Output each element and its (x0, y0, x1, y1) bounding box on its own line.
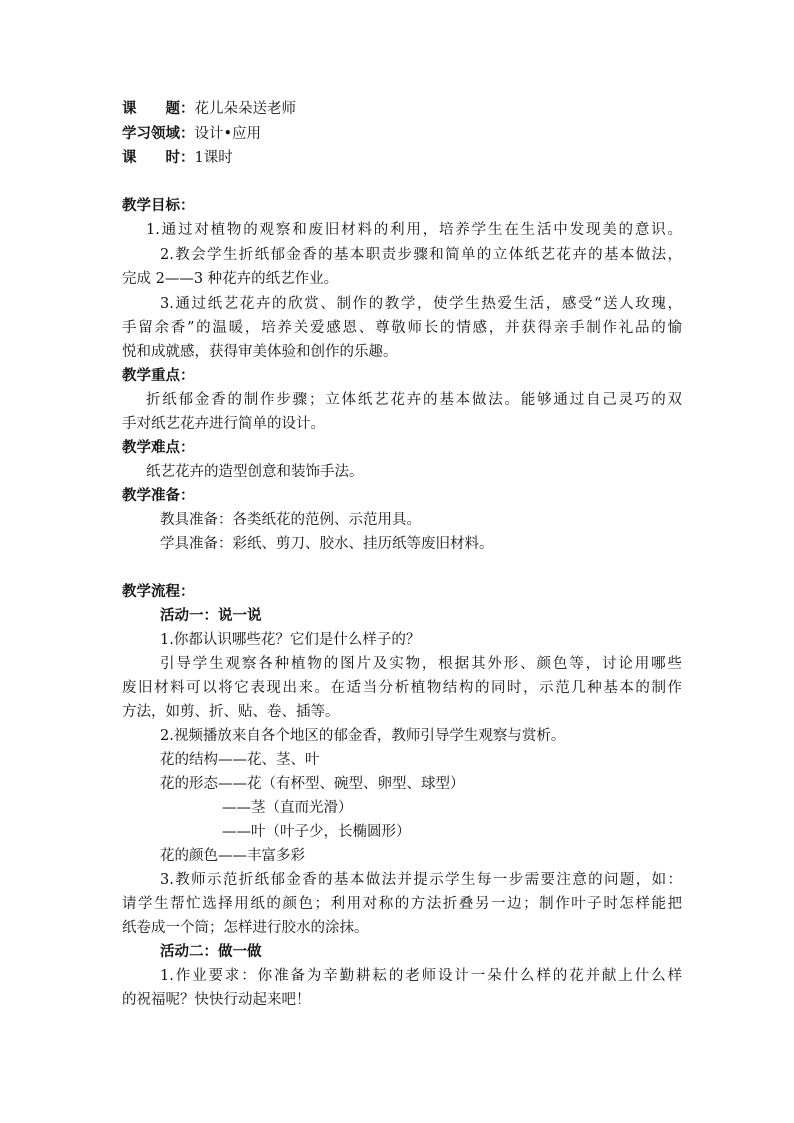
topic-label: 课 题： (122, 100, 195, 117)
difficulties-line-1: 纸艺花卉的造型创意和装饰手法。 (146, 464, 364, 480)
area-label: 学习领域： (122, 125, 195, 142)
key-points-line-2: 手对纸艺花卉进行简单的设计。 (122, 416, 325, 432)
flower-structure: 花的结构——花、茎、叶 (160, 752, 320, 768)
preparation-title: 教学准备： (122, 487, 195, 504)
activity-2-title: 活动二：做一做 (160, 943, 262, 960)
activity-1-question-2: 2.视频播放来自各个地区的郁金香，教师引导学生观察与赏析。 (160, 728, 566, 744)
flower-color: 花的颜色——丰富多彩 (160, 848, 305, 864)
area-value: 设计•应用 (194, 126, 262, 142)
activity-2-requirement-line-2: 的祝福呢？快快行动起来吧！ (122, 992, 311, 1008)
period-label: 课 时： (122, 149, 195, 166)
topic-line (122, 97, 682, 121)
activity-1-question-1: 1.你都认识哪些花？它们是什么样子的？ (160, 632, 421, 648)
flower-stem: ——茎（直而光滑） (222, 800, 353, 816)
activity-1-paragraph-line-1: 引导学生观察各种植物的图片及实物，根据其外形、颜色等，讨论用哪些 (160, 656, 682, 672)
flower-leaf: ——叶（叶子少，长椭圆形） (222, 824, 411, 840)
objective-2-line-1: 2.教会学生折纸郁金香的基本职责步骤和简单的立体纸艺花卉的基本做法， (160, 247, 682, 263)
period-value: 1课时 (194, 150, 233, 166)
key-points-title: 教学重点： (122, 367, 195, 384)
objectives-title: 教学目标： (122, 197, 195, 214)
topic-value: 花儿朵朵送老师 (194, 101, 296, 117)
key-points-line-1: 折纸郁金香的制作步骤；立体纸艺花卉的基本做法。能够通过自己灵巧的双 (146, 392, 682, 408)
difficulties-title: 教学难点： (122, 439, 195, 456)
activity-1-question-3-line-2: 请学生帮忙选择用纸的颜色；利用对称的方法折叠另一边；制作叶子时怎样能把 (122, 896, 682, 912)
activity-2-requirement-line-1: 1.作业要求：你准备为辛勤耕耘的老师设计一朵什么样的花并献上什么样 (160, 968, 682, 984)
area-line (122, 122, 682, 146)
activity-1-paragraph-line-3: 方法，如剪、折、贴、卷、插等。 (122, 704, 340, 720)
process-title: 教学流程： (122, 583, 195, 600)
objective-1: 1.通过对植物的观察和废旧材料的利用，培养学生在生活中发现美的意识。 (146, 222, 682, 238)
objective-3-line-2: 手留余香”的温暖，培养关爱感恩、尊敬师长的情感，并获得亲手制作礼品的愉 (122, 320, 682, 336)
activity-1-question-3-line-1: 3.教师示范折纸郁金香的基本做法并提示学生每一步需要注意的问题，如： (160, 872, 682, 888)
activity-1-title: 活动一：说一说 (160, 607, 262, 624)
activity-1-question-3-line-3: 纸卷成一个筒；怎样进行胶水的涂抹。 (122, 920, 369, 936)
objective-2-line-2: 完成 2——3 种花卉的纸艺作业。 (122, 271, 339, 287)
flower-form: 花的形态——花（有杯型、碗型、卵型、球型） (160, 776, 465, 792)
student-preparation: 学具准备：彩纸、剪刀、胶水、挂历纸等废旧材料。 (160, 536, 494, 552)
teacher-preparation: 教具准备：各类纸花的范例、示范用具。 (160, 512, 421, 528)
objective-3-line-1: 3.通过纸艺花卉的欣赏、制作的教学，使学生热爱生活，感受“送人玫瑰， (160, 296, 682, 312)
objective-3-line-3: 悦和成就感，获得审美体验和创作的乐趣。 (122, 344, 398, 360)
activity-1-paragraph-line-2: 废旧材料可以将它表现出来。在适当分析植物结构的同时，示范几种基本的制作 (122, 680, 682, 696)
period-line (122, 146, 682, 170)
